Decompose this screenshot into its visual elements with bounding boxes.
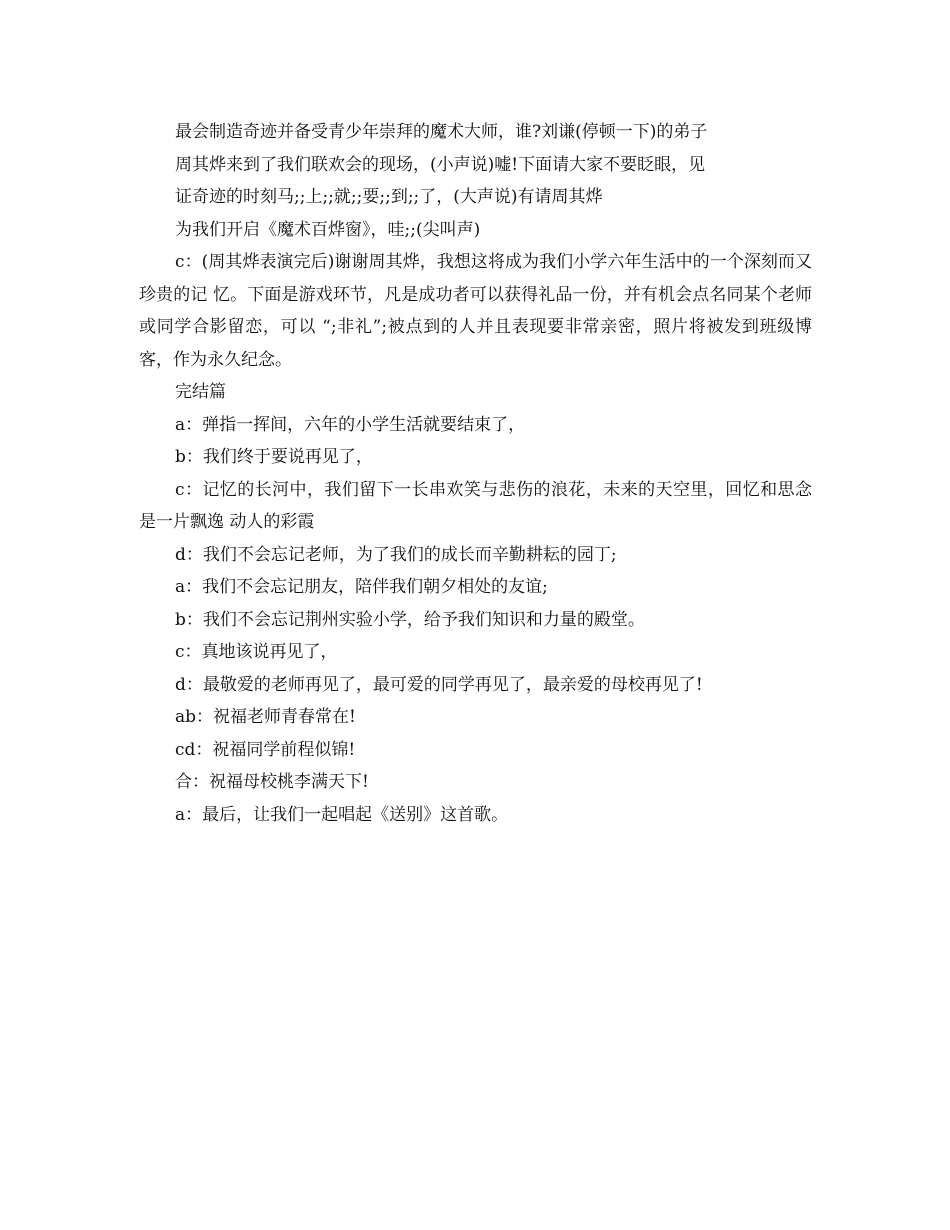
- dialogue-line-cd: cd：祝福同学前程似锦!: [175, 739, 356, 760]
- document-body: [139, 116, 812, 831]
- dialogue-line-a3: a：最后，让我们一起唱起《送别》这首歌。: [175, 804, 509, 825]
- text-line: 周其烨来到了我们联欢会的现场，(小声说)嘘!下面请大家不要眨眼，见: [175, 154, 706, 175]
- dialogue-line-he: 合：祝福母校桃李满天下!: [175, 772, 369, 792]
- dialogue-line-d1: d：我们不会忘记老师，为了我们的成长而辛勤耕耘的园丁;: [175, 544, 617, 565]
- text-line: 证奇迹的时刻马;;上;;就;;要;;到;;了，(大声说)有请周其烨: [175, 187, 603, 207]
- dialogue-line-ab: ab：祝福老师青春常在!: [175, 707, 356, 727]
- text-line: 为我们开启《魔术百烨窗》，哇;;(尖叫声): [175, 219, 481, 240]
- dialogue-line-d2: d：最敬爱的老师再见了，最可爱的同学再见了，最亲爱的母校再见了!: [175, 674, 703, 695]
- dialogue-line-c3: c：真地该说再见了，: [175, 642, 338, 662]
- dialogue-line-b1: b：我们终于要说再见了，: [175, 447, 373, 467]
- paragraph-c-memory: c：记忆的长河中，我们留下一长串欢笑与悲伤的浪花，未来的天空里，回忆和思念是一片飘逸 动人的彩霞: [139, 479, 812, 532]
- paragraph-c-performance: c：(周其烨表演完后)谢谢周其烨，我想这将成为我们小学六年生活中的一个深刻而又珍贵的记 忆。下面是游戏环节，凡是成功者可以获得礼品一份，并有机会点名同某个老师或同学合影留恋，可以 “;非礼”;被点到的人并且表现要非常亲密，照片将被发到班级博客，作为永久纪念。: [139, 252, 812, 370]
- dialogue-line-a2: a：我们不会忘记朋友，陪伴我们朝夕相处的友谊;: [175, 577, 548, 597]
- text-line: 最会制造奇迹并备受青少年崇拜的魔术大师，谁?刘谦(停顿一下)的弟子: [175, 122, 708, 142]
- section-title: 完结篇: [175, 382, 226, 402]
- dialogue-line-a1: a：弹指一挥间，六年的小学生活就要结束了，: [175, 414, 526, 435]
- dialogue-line-b2: b：我们不会忘记荆州实验小学，给予我们知识和力量的殿堂。: [175, 609, 645, 630]
